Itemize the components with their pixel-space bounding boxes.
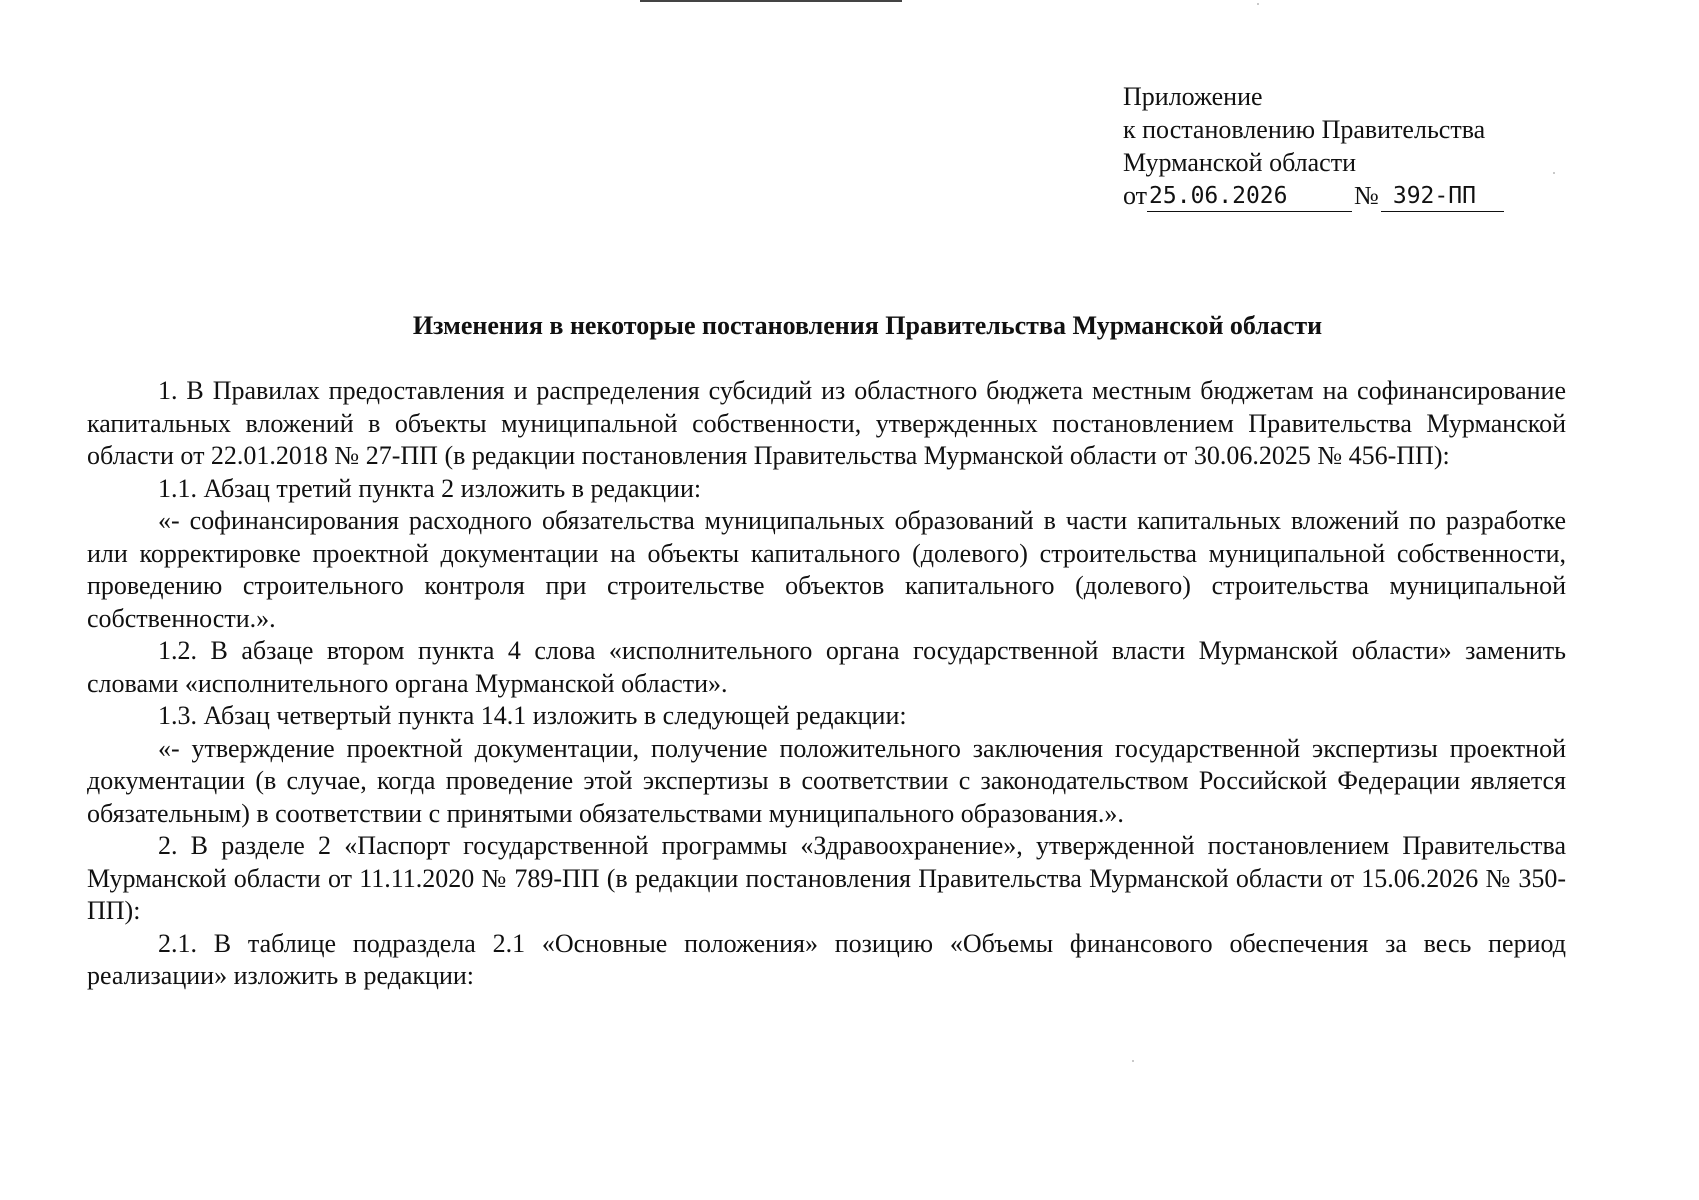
appendix-heading: Приложение: [1123, 82, 1263, 111]
scan-speck: [1132, 1060, 1134, 1062]
appendix-reference-line: к постановлению Правительства: [1123, 115, 1486, 144]
paragraph-2: 2. В разделе 2 «Паспорт государственной программы «Здравоохранение», утвержденной постановлением Правительства Мурманской области от 11.11.2020 № 789-ПП (в редакции постановления Правительства Мурманской области от 15.06.2026 № 350-ПП):: [87, 831, 1566, 925]
decree-date: 25.06.2026: [1147, 181, 1352, 212]
appendix-date-number-row: [1123, 179, 1504, 212]
document-body: [87, 375, 1566, 993]
paragraph-1-1: 1.1. Абзац третий пункта 2 изложить в редакции:: [158, 473, 702, 503]
paragraph-1-2: 1.2. В абзаце втором пункта 4 слова «исполнительного органа государственной власти Мурманской области» заменить словами «исполнительного органа Мурманской области».: [87, 636, 1566, 698]
number-sign: №: [1354, 181, 1379, 210]
paragraph-1-1-quote: «- софинансирования расходного обязательства муниципальных образований в части капитальных вложений по разработке или корректировке проектной документации на объекты капитального (долевого) строительства муниципальной собственности, проведению строительного контроля при строительстве объектов капитального (долевого) строительства муниципальной собственности.».: [87, 506, 1566, 633]
decree-number: 392-ПП: [1381, 181, 1504, 212]
scan-speck: [1553, 172, 1555, 174]
top-rule-line: [640, 0, 902, 2]
paragraph-1-3-quote: «- утверждение проектной документации, получение положительного заключения государственной экспертизы проектной документации (в случае, когда проведение этой экспертизы в соответствии с законодательством Российской Федерации является обязательным) в соответствии с принятыми обязательствами муниципального образования.».: [87, 733, 1566, 828]
appendix-block: [1123, 80, 1504, 212]
document-title: Изменения в некоторые постановления Правительства Мурманской области: [412, 311, 1323, 340]
paragraph-1-3: 1.3. Абзац четвертый пункта 14.1 изложить в следующей редакции:: [158, 701, 907, 730]
date-prefix: от: [1123, 181, 1148, 210]
paragraph-1: 1. В Правилах предоставления и распределения субсидий из областного бюджета местным бюджетам на софинансирование капитальных вложений в объекты муниципальной собственности, утвержденных постановлением Правительства Мурманской области от 22.01.2018 № 27-ПП (в редакции постановления Правительства Мурманской области от 30.06.2025 № 456-ПП):: [87, 376, 1566, 470]
paragraph-2-1: 2.1. В таблице подраздела 2.1 «Основные положения» позицию «Объемы финансового обеспечения за весь период реализации» изложить в редакции:: [87, 928, 1566, 990]
appendix-region-line: Мурманской области: [1123, 148, 1356, 177]
scan-speck: [1257, 3, 1259, 5]
